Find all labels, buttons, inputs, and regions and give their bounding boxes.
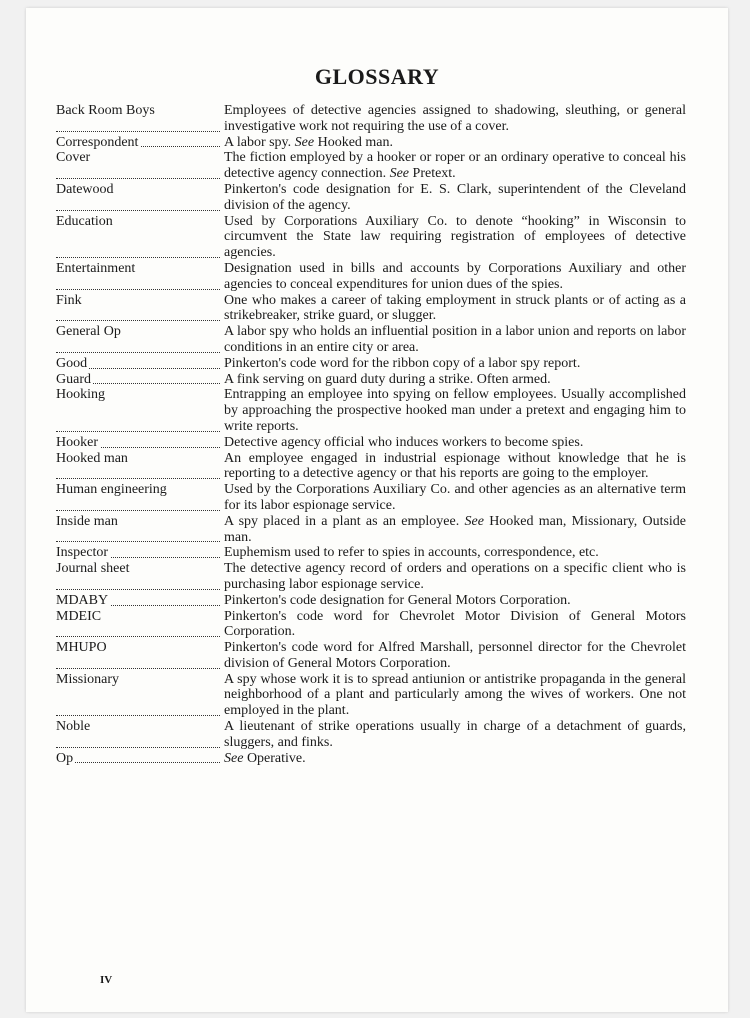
- glossary-definition: Euphemism used to refer to spies in accounts, correspondence, etc.: [224, 545, 599, 561]
- glossary-entry: [56, 561, 686, 593]
- glossary-entry: [56, 719, 686, 751]
- glossary-definition: Pinkerton's code word for Alfred Marshall, personnel director for the Chevrolet division of General Motors Corporation.: [224, 640, 686, 671]
- glossary-definition: Employees of detective agencies assigned to shadowing, sleuthing, or general investigative work not requiring the use of a cover.: [224, 103, 686, 134]
- page-title: GLOSSARY: [314, 64, 440, 89]
- glossary-entry: [56, 293, 686, 325]
- glossary-term: MDABY: [56, 593, 224, 609]
- glossary-definition: The detective agency record of orders and operations on a specific client who is purchasing labor espionage service.: [224, 561, 686, 592]
- glossary-entry: [56, 451, 686, 483]
- glossary-definition: A labor spy. See Hooked man.: [224, 134, 394, 150]
- glossary-term: General Op: [56, 324, 224, 356]
- glossary-term: Hooked man: [56, 451, 224, 483]
- glossary-entry: [56, 545, 686, 561]
- glossary-term: Missionary: [56, 672, 224, 719]
- glossary-entry: [56, 435, 686, 451]
- glossary-entry: [56, 214, 686, 261]
- glossary-definition: A spy placed in a plant as an employee. See Hooked man, Missionary, Outside man.: [224, 513, 687, 545]
- glossary-definition: Pinkerton's code designation for General Motors Corporation.: [224, 592, 571, 608]
- glossary-definition: A lieutenant of strike operations usually in charge of a detachment of guards, sluggers, and finks.: [224, 719, 686, 750]
- glossary-term: Inspector: [56, 545, 224, 561]
- glossary-entry: [56, 482, 686, 514]
- glossary-term: MDEIC: [56, 609, 224, 641]
- glossary-definition: A spy whose work it is to spread antiunion or antistrike propaganda in the general neighborhood of a plant and particularly among the wives of workers. One not employed in the plant.: [224, 671, 686, 719]
- document-page: [26, 8, 728, 1012]
- glossary-definition: Entrapping an employee into spying on fellow employees. Usually accomplished by approaching the prospective hooked man under a pretext and engaging him to write reports.: [224, 387, 686, 434]
- glossary-term: Inside man: [56, 514, 224, 546]
- glossary-entry: [56, 640, 686, 672]
- glossary-term: Entertainment: [56, 261, 224, 293]
- glossary-term: Fink: [56, 293, 224, 325]
- glossary-definition: See Operative.: [224, 750, 306, 766]
- glossary-entry: [56, 150, 686, 182]
- glossary-entry: [56, 103, 686, 135]
- glossary-definition: Used by Corporations Auxiliary Co. to denote “hooking” in Wisconsin to circumvent the State law requiring registration of employees of detective agencies.: [224, 213, 686, 261]
- glossary-definition: An employee engaged in industrial espionage without knowledge that he is reporting to a detective agency or that his reports are going to the employer.: [224, 450, 686, 482]
- glossary-definition: One who makes a career of taking employment in struck plants or of acting as a strikebreaker, strike guard, or slugger.: [224, 292, 686, 324]
- glossary-entry: [56, 324, 686, 356]
- glossary-term: Noble: [56, 719, 224, 751]
- glossary-entry: [56, 182, 686, 214]
- glossary-term: Hooker: [56, 435, 224, 451]
- glossary-term: Cover: [56, 150, 224, 182]
- glossary-term: Education: [56, 214, 224, 261]
- glossary-definition: Pinkerton's code word for the ribbon copy of a labor spy report.: [224, 355, 581, 371]
- glossary-term: Human engineering: [56, 482, 224, 514]
- glossary-entry: [56, 356, 686, 372]
- glossary-entry: [56, 387, 686, 434]
- glossary-entry: [56, 514, 686, 546]
- glossary-definition: The fiction employed by a hooker or roper or an ordinary operative to conceal his detective agency connection. See Pretext.: [224, 150, 686, 182]
- glossary-term: Hooking: [56, 387, 224, 434]
- glossary-term: Back Room Boys: [56, 103, 224, 135]
- glossary-term: MHUPO: [56, 640, 224, 672]
- glossary-term: Op: [56, 751, 224, 767]
- glossary-entry: [56, 135, 686, 151]
- glossary-entry: [56, 372, 686, 388]
- glossary-definition: A fink serving on guard duty during a strike. Often armed.: [224, 371, 551, 387]
- glossary-entry: [56, 593, 686, 609]
- glossary-entry: [56, 609, 686, 641]
- glossary-list: [56, 103, 686, 766]
- glossary-entry: [56, 261, 686, 293]
- glossary-term: Guard: [56, 372, 224, 388]
- glossary-definition: Pinkerton's code designation for E. S. Clark, superintendent of the Cleveland division of the agency.: [224, 181, 686, 213]
- glossary-term: Correspondent: [56, 135, 224, 151]
- glossary-definition: Detective agency official who induces workers to become spies.: [224, 434, 584, 450]
- glossary-entry: [56, 672, 686, 719]
- glossary-definition: Pinkerton's code word for Chevrolet Motor Division of General Motors Corporation.: [224, 608, 686, 640]
- glossary-term: Datewood: [56, 182, 224, 214]
- glossary-term: Journal sheet: [56, 561, 224, 593]
- glossary-definition: Used by the Corporations Auxiliary Co. and other agencies as an alternative term for its labor espionage service.: [224, 482, 686, 513]
- page-number: IV: [100, 974, 113, 986]
- glossary-entry: [56, 751, 686, 767]
- glossary-definition: A labor spy who holds an influential position in a labor union and reports on labor conditions in an entire city or area.: [224, 324, 686, 355]
- glossary-definition: Designation used in bills and accounts by Corporations Auxiliary and other agencies to conceal expenditures for union dues of the spies.: [224, 260, 686, 292]
- glossary-term: Good: [56, 356, 224, 372]
